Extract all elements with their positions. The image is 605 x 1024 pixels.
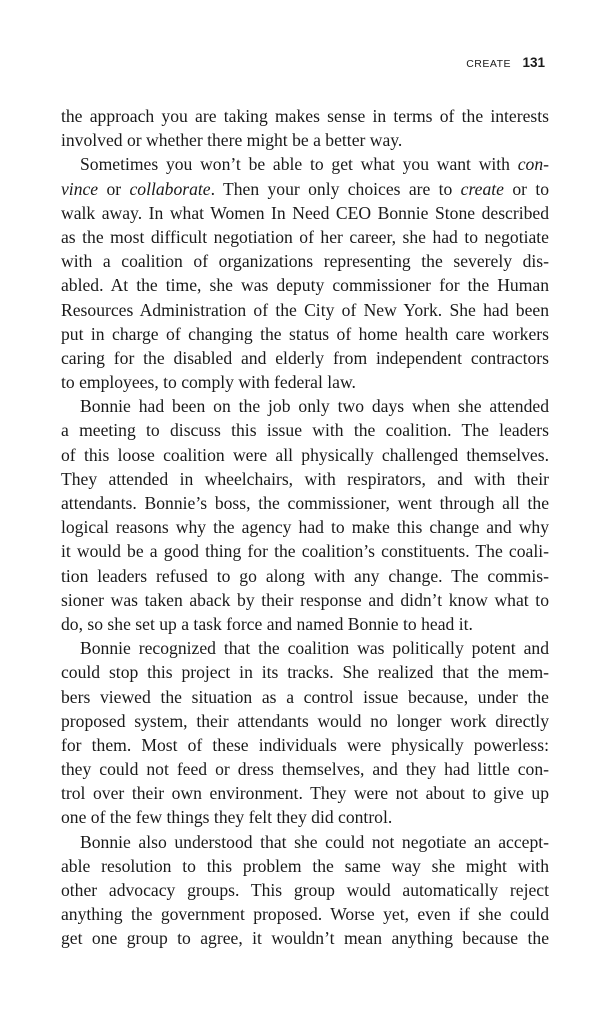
text-line: attendants. Bonnie’s boss, the commissioner, went through all the [61,493,549,513]
text-line: it would be a good thing for the coalition’s constituents. The coali- [61,541,549,562]
text-line: abled. At the time, she was deputy commissioner for the Human [61,275,549,296]
text-line: Bonnie also understood that she could not negotiate an accept- [80,831,549,852]
text-line: sioner was taken aback by their response and didn’t know what to [61,589,549,610]
text-line: they could not feed or dress themselves, and they had little con- [61,759,549,780]
text-line: trol over their own environment. They were not about to give up [61,783,549,804]
text-line: as the most difficult negotiation of her career, she had to negotiate [61,226,549,247]
text-line: of this loose coalition were all physically challenged themselves. [61,444,549,465]
text-line: Bonnie recognized that the coalition was politically potent and [80,638,549,659]
section-title: CREATE [466,58,512,70]
text-line: able resolution to this problem the same way she might with [61,855,549,876]
text-line: proposed system, their attendants would no longer work directly [61,710,549,731]
italic-run: create [460,178,504,199]
text-line: Bonnie had been on the job only two days when she attended [80,396,549,417]
text-line: tion leaders refused to go along with any change. The commis- [61,565,549,586]
text-run: . Then your only choices are to [210,178,461,199]
text-line: the approach you are taking makes sense in terms of the interests [61,106,549,126]
text-line: get one group to agree, it wouldn’t mean anything because the [61,928,549,949]
italic-run: vince [61,178,99,199]
italic-run: con- [517,154,549,175]
body-text [61,104,549,951]
page-number: 131 [522,55,545,70]
text-line: other advocacy groups. This group would automatically reject [61,880,549,900]
text-line: with a coalition of organizations representing the severely dis- [61,251,549,272]
text-line: caring for the disabled and elderly from independent contractors [61,347,549,368]
text-line: for them. Most of these individuals were physically powerless: [61,734,549,755]
text-line: walk away. In what Women In Need CEO Bonnie Stone described [61,202,549,223]
text-line [61,177,549,201]
text-line: put in charge of changing the status of home health care workers [61,323,549,344]
text-line: one of the few things they felt they did control. [61,807,393,828]
text-run: Sometimes you won’t be able to get what you want with [80,154,518,175]
text-line: a meeting to discuss this issue with the coalition. The leaders [61,420,549,441]
text-line [61,152,549,176]
text-line: to employees, to comply with federal law. [61,372,356,393]
text-line: They attended in wheelchairs, with respirators, and with their [61,468,549,489]
text-run: or to [503,178,550,199]
text-line: involved or whether there might be a better way. [61,130,403,151]
text-line: could stop this project in its tracks. She realized that the mem- [61,662,549,683]
text-line: do, so she set up a task force and named Bonnie to head it. [61,613,473,634]
text-line: Resources Administration of the City of New York. She had been [61,299,549,320]
running-head [466,54,545,72]
italic-run: collaborate [129,178,211,199]
text-run: or [98,178,130,199]
text-line: anything the government proposed. Worse yet, even if she could [61,904,549,925]
text-line: bers viewed the situation as a control issue because, under the [61,686,549,707]
text-line: logical reasons why the agency had to make this change and why [61,517,549,538]
